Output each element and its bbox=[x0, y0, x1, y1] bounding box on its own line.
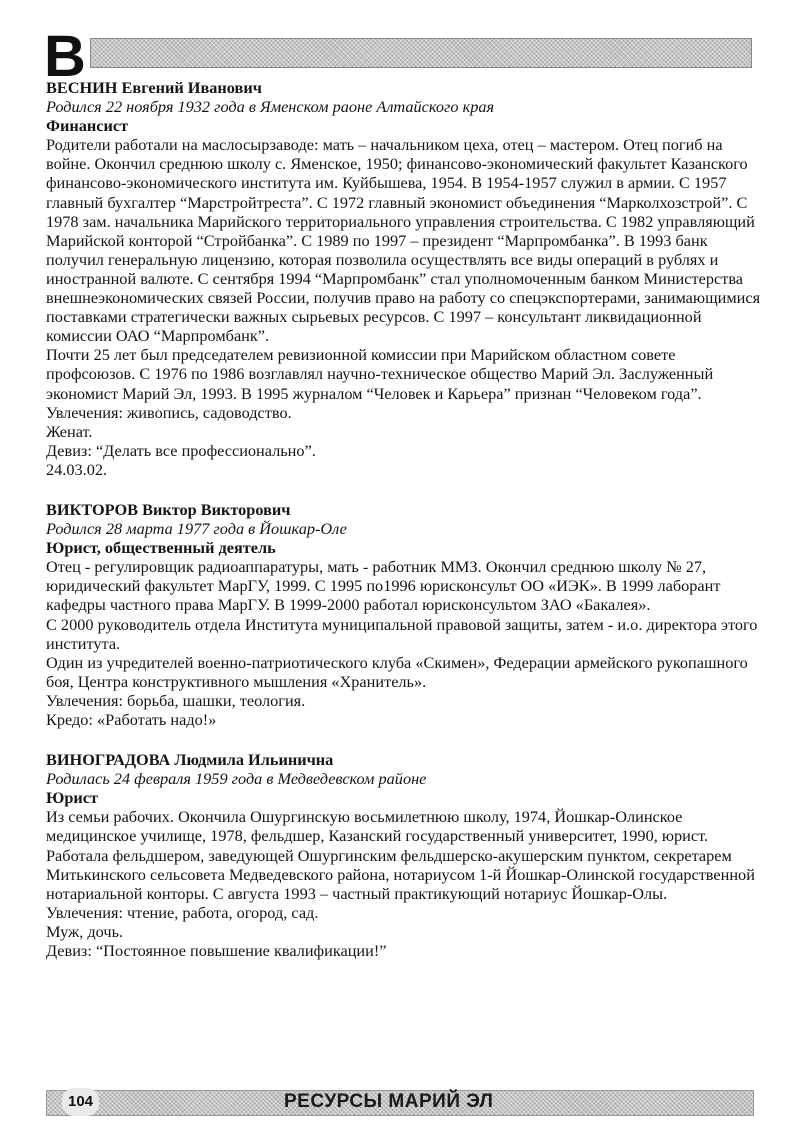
entry-profession: Финансист bbox=[46, 116, 129, 136]
entry-paragraph: Увлечения: живопись, садоводство. bbox=[46, 402, 292, 422]
entry-paragraph: Почти 25 лет был председателем ревизионной комиссии при Марийском областном совете профсоюзов. С 1976 по 1986 возглавлял научно-техническое общество Марий Эл. Заслуженный экономист Марий Эл, 1993. В 1995 журналом “Человек и Карьера” признан “Человеком года”. bbox=[46, 345, 714, 403]
section-letter: В bbox=[44, 24, 86, 89]
page-footer bbox=[46, 1086, 752, 1118]
entry-paragraph: С 2000 руководитель отдела Института муниципальной правовой защиты, затем - и.о. директора этого института. bbox=[46, 614, 758, 653]
entry-birth: Родилась 24 февраля 1959 года в Медведевском районе bbox=[46, 769, 427, 789]
entry-paragraph: Родители работали на маслосырзаводе: мать – начальником цеха, отец – мастером. Отец погиб на войне. Окончил среднюю школу с. Яменское, 1950; финансово-экономический факультет Казанского финансово-экономического института им. Куйбышева, 1954. В 1954-1957 служил в армии. С 1957 главный бухгалтер “Марстройтреста”. С 1972 главный экономист объединения “Марколхозстрой”. С 1978 зам. начальника Марийского территориального управления строительства. С 1982 управляющий Марийской конторой “Стройбанка”. С 1989 по 1997 – президент “Марпромбанка”. В 1993 банк получил генеральную лицензию, которая позволила осуществлять все виды операций в рублях и иностранной валюте. С сентября 1994 “Марпромбанк” стал уполномоченным банком Министерства внешнеэкономических связей России, получив право на работу со спецэкспортерами, занимающимися поставками стратегически важных сырьевых ресурсов. С 1997 – консультант ликвидационной комиссии ОАО “Марпромбанк”. bbox=[46, 135, 761, 346]
entry-paragraph: Муж, дочь. bbox=[46, 921, 124, 941]
entry-paragraph: Отец - регулировщик радиоаппаратуры, мать - работник ММЗ. Окончил среднюю школу № 27, юридический факультет МарГУ, 1999. С 1995 по1996 юрисконсульт ОО «ИЭК». В 1999 лаборант кафедры частного права МарГУ. В 1999-2000 работал юрисконсультом ЗАО «Бакалея». bbox=[46, 557, 721, 615]
entry-paragraph: Женат. bbox=[46, 421, 93, 441]
entry-paragraph: Увлечения: борьба, шашки, теология. bbox=[46, 690, 306, 710]
entry-paragraph: Из семьи рабочих. Окончила Ошургинскую восьмилетнюю школу, 1974, Йошкар-Олинское медицинское училище, 1978, фельдшер, Казанский государственный университет, 1990, юрист. Работала фельдшером, заведующей Ошургинским фельдшерско-акушерским пунктом, секретарем Митькинского сельсовета Медведевского района, нотариусом 1-й Йошкар-Олинской государственной нотариальной конторы. С августа 1993 – частный практикующий нотариус Йошкар-Олы. bbox=[46, 807, 755, 903]
entry-name: ВЕСНИН Евгений Иванович bbox=[46, 78, 262, 97]
entry-vinogradova bbox=[46, 750, 762, 960]
header-pattern-bar bbox=[90, 38, 752, 68]
entry-paragraph: Девиз: “Постоянное повышение квалификации!” bbox=[46, 941, 387, 961]
footer-title: РЕСУРСЫ МАРИЙ ЭЛ bbox=[284, 1091, 494, 1112]
entry-viktorov bbox=[46, 500, 762, 729]
entry-paragraph: 24.03.02. bbox=[46, 459, 108, 479]
entry-paragraph: Кредо: «Работать надо!» bbox=[46, 710, 217, 729]
entry-paragraph: Один из учредителей военно-патриотического клуба «Скимен», Федерации армейского рукопашного боя, Центра конструктивного мышления «Хранитель». bbox=[46, 652, 748, 691]
page-number: 104 bbox=[62, 1088, 99, 1116]
entry-birth: Родился 28 марта 1977 года в Йошкар-Оле bbox=[46, 519, 347, 539]
entry-name: ВИКТОРОВ Виктор Викторович bbox=[46, 499, 291, 519]
entry-birth: Родился 22 ноября 1932 года в Яменском раоне Алтайского края bbox=[46, 97, 495, 117]
entry-profession: Юрист bbox=[46, 788, 98, 808]
entry-paragraph: Девиз: “Делать все профессионально”. bbox=[46, 440, 316, 460]
entry-vesnin bbox=[46, 78, 762, 479]
entry-profession: Юрист, общественный деятель bbox=[46, 538, 276, 558]
entry-name: ВИНОГРАДОВА Людмила Ильинична bbox=[46, 750, 334, 770]
entry-paragraph: Увлечения: чтение, работа, огород, сад. bbox=[46, 902, 319, 922]
entries-list bbox=[46, 78, 762, 981]
